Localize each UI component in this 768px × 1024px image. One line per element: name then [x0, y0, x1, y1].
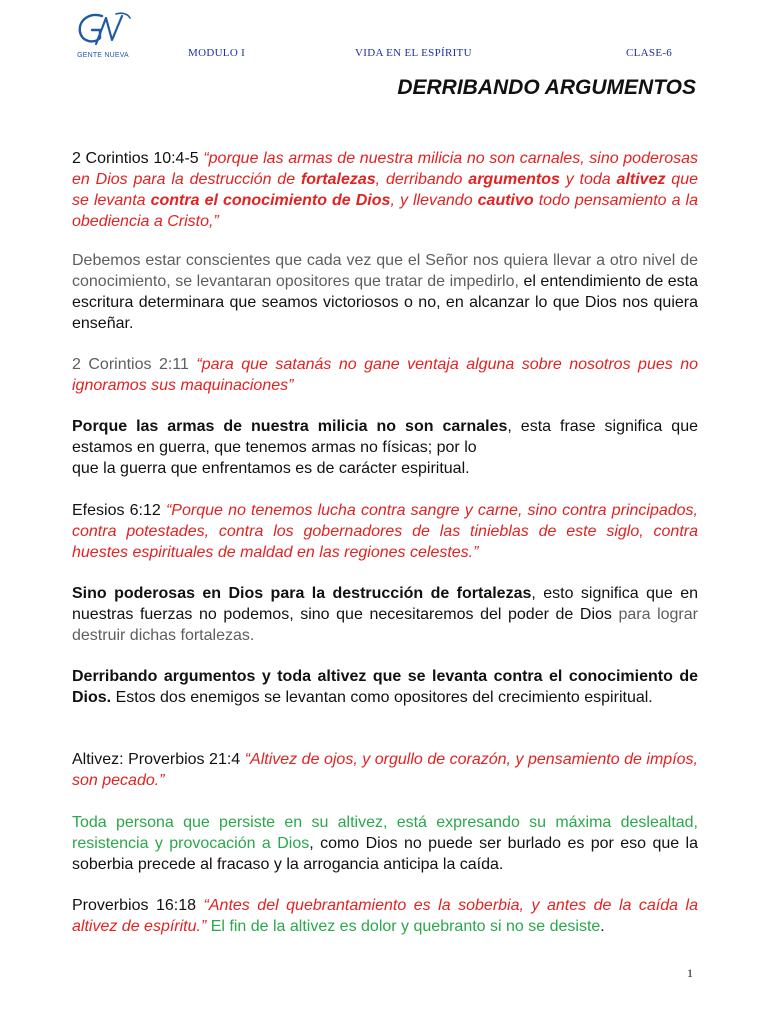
logo-text: GENTE NUEVA	[77, 52, 129, 59]
paragraph-9: Toda persona que persiste en su altivez, está expresando su máxima deslealtad, resistencia y provocación a Dios, como Dios no puede ser burlado es por eso que la soberbia precede al fracaso y la arrogancia anticipa la caída.	[72, 814, 698, 873]
scripture-ref: 2 Corintios 2:11	[72, 356, 197, 373]
scripture-ref: 2 Corintios 10:4-5	[72, 150, 204, 167]
header-clase: CLASE-6	[626, 47, 673, 59]
scripture-quote: “Antes del quebrantamiento es la soberbia, y antes de la caída la altivez de espíritu.”	[72, 897, 699, 935]
header-course-title: VIDA EN EL ESPÍRITU	[355, 47, 472, 59]
gente-nueva-logo	[70, 10, 136, 62]
paragraph-2: Debemos estar conscientes que cada vez que el Señor nos quiera llevar a otro nivel de conocimiento, se levantaran opositores que tratar de impedirlo, el entendimiento de esta escritura determinara que seamos victoriosos o no, en alcanzar lo que Dios nos quiera enseñar.	[72, 252, 698, 332]
paragraph-6: Sino poderosas en Dios para la destrucción de fortalezas, esto significa que en nuestras fuerzas no podemos, sino que necesitaremos del poder de Dios para lograr destruir dichas fortalezas.	[72, 585, 699, 644]
scripture-quote: “porque las armas de nuestra milicia no son carnales, sino poderosas en Dios para la destrucción de fortalezas, derribando argumentos y toda altivez que se levanta contra el conocimiento de Dios, y llevando cautivo todo pensamiento a la obediencia a Cristo,”	[72, 150, 699, 230]
gn-logo-icon	[72, 10, 132, 50]
scripture-ref: Proverbios 16:18	[72, 897, 204, 914]
paragraph-5	[72, 500, 698, 563]
paragraph-3	[72, 354, 698, 396]
scripture-ref: Altivez: Proverbios 21:4	[72, 751, 245, 768]
scripture-quote: “Altivez de ojos, y orgullo de corazón, y pensamiento de impíos, son pecado.”	[72, 751, 698, 789]
paragraph-7: Derribando argumentos y toda altivez que se levanta contra el conocimiento de Dios. Estos dos enemigos se levantan como opositores del crecimiento espiritual.	[72, 668, 698, 706]
paragraph-8	[72, 749, 698, 791]
paragraph-4: Porque las armas de nuestra milicia no son carnales, esta frase significa que estamos en guerra, que tenemos armas no físicas; por lo que la guerra que enfrentamos es de carácter espiritual.	[72, 418, 698, 477]
page-number: 1	[687, 966, 693, 980]
header-modulo: MODULO I	[188, 47, 246, 59]
scripture-ref: Efesios 6:12	[72, 502, 166, 519]
scripture-quote: “Porque no tenemos lucha contra sangre y carne, sino contra principados, contra potestades, contra los gobernadores de las tinieblas de este siglo, contra huestes espirituales de maldad en las regiones celestes.”	[72, 502, 699, 561]
page-title: DERRIBANDO ARGUMENTOS	[397, 76, 696, 99]
paragraph-10: Proverbios 16:18 “Antes del quebrantamiento es la soberbia, y antes de la caída la altivez de espíritu.” El fin de la altivez es dolor y quebranto si no se desiste.	[72, 897, 699, 935]
scripture-quote: “para que satanás no gane ventaja alguna sobre nosotros pues no ignoramos sus maquinaciones”	[72, 356, 698, 394]
paragraph-1	[72, 148, 698, 232]
